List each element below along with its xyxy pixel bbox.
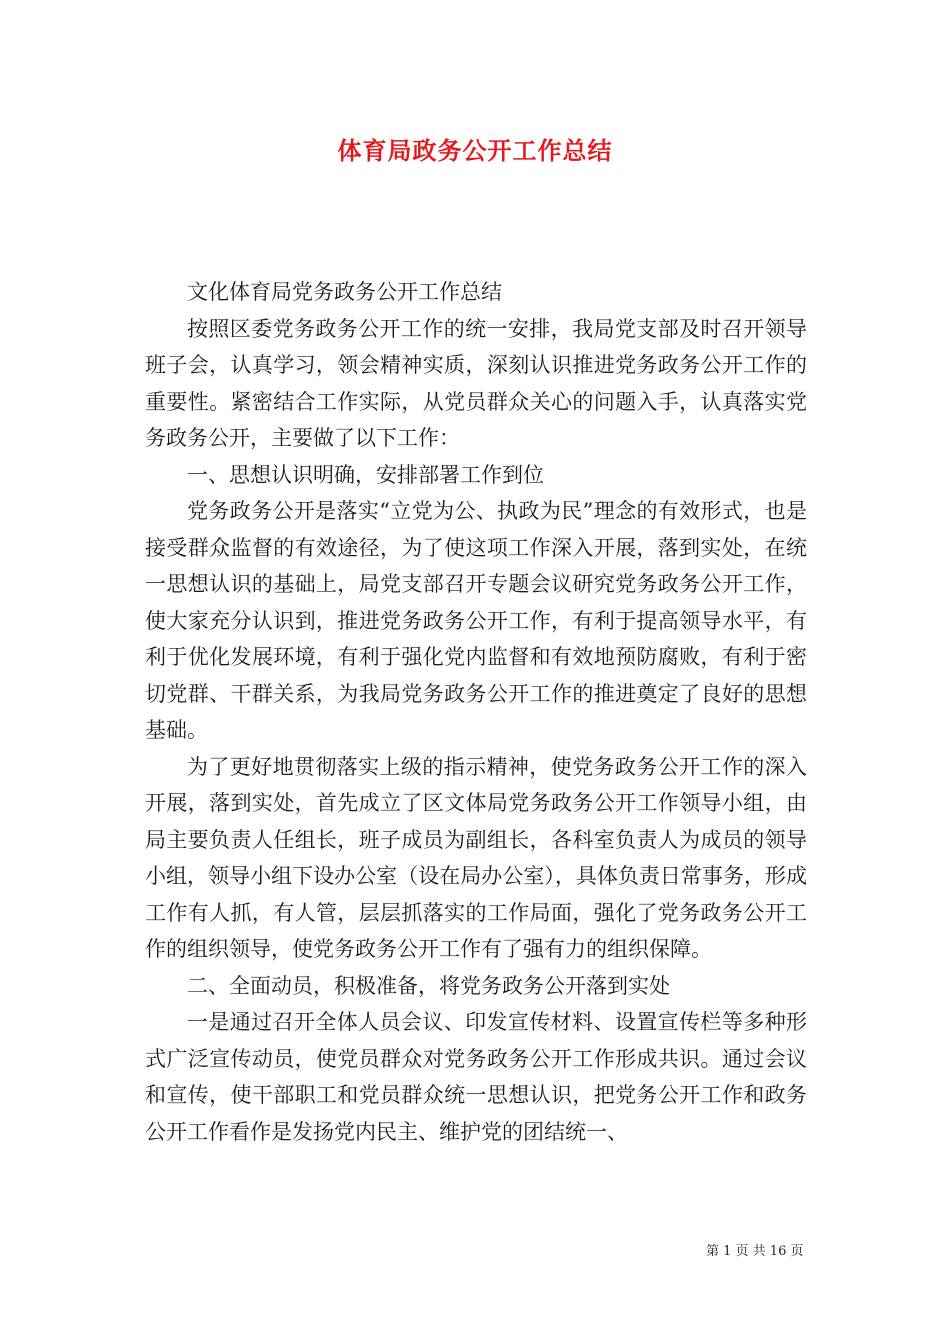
paragraph-subtitle: 文化体育局党务政务公开工作总结: [187, 280, 502, 304]
section-heading-2: 二、全面动员，积极准备，将党务政务公开落到实处: [187, 973, 670, 998]
section-heading-1: 一、思想认识明确，安排部署工作到位: [187, 462, 544, 487]
paragraph-section-1a: 党务政务公开是落实“立党为公、执政为民”理念的有效形式，也是接受群众监督的有效途径，为了使这项工作深入开展，落到实处，在统一思想认识的基础上，局党支部召开专题会议研究党务政务公开工作，使大家充分认识到，推进党务政务公开工作，有利于提高领导水平，有利于优化发展环境，有利于强化党内监督和有效地预防腐败，有利于密切党群、干群关系，为我局党务政务公开工作的推进奠定了良好的思想基础。: [145, 499, 807, 742]
document-body: [145, 274, 807, 1150]
page-number: 第 1 页 共 16 页: [706, 1244, 804, 1259]
paragraph-section-2a: 一是通过召开全体人员会议、印发宣传材料、设置宣传栏等多种形式广泛宣传动员，使党员群众对党务政务公开工作形成共识。通过会议和宣传，使干部职工和党员群众统一思想认识，把党务公开工作和政务公开工作看作是发扬党内民主、维护党的团结统一、: [145, 1010, 807, 1144]
document-title: 体育局政务公开工作总结: [337, 137, 613, 165]
paragraph-section-1b: 为了更好地贯彻落实上级的指示精神，使党务政务公开工作的深入开展，落到实处，首先成立了区文体局党务政务公开工作领导小组，由局主要负责人任组长，班子成员为副组长，各科室负责人为成员的领导小组，领导小组下设办公室（设在局办公室），具体负责日常事务，形成工作有人抓，有人管，层层抓落实的工作局面，强化了党务政务公开工作的组织领导，使党务政务公开工作有了强有力的组织保障。: [145, 754, 807, 961]
paragraph-intro: 按照区委党务政务公开工作的统一安排，我局党支部及时召开领导班子会，认真学习，领会精神实质，深刻认识推进党务政务公开工作的重要性。紧密结合工作实际，从党员群众关心的问题入手，认真落实党务政务公开，主要做了以下工作：: [145, 316, 807, 450]
